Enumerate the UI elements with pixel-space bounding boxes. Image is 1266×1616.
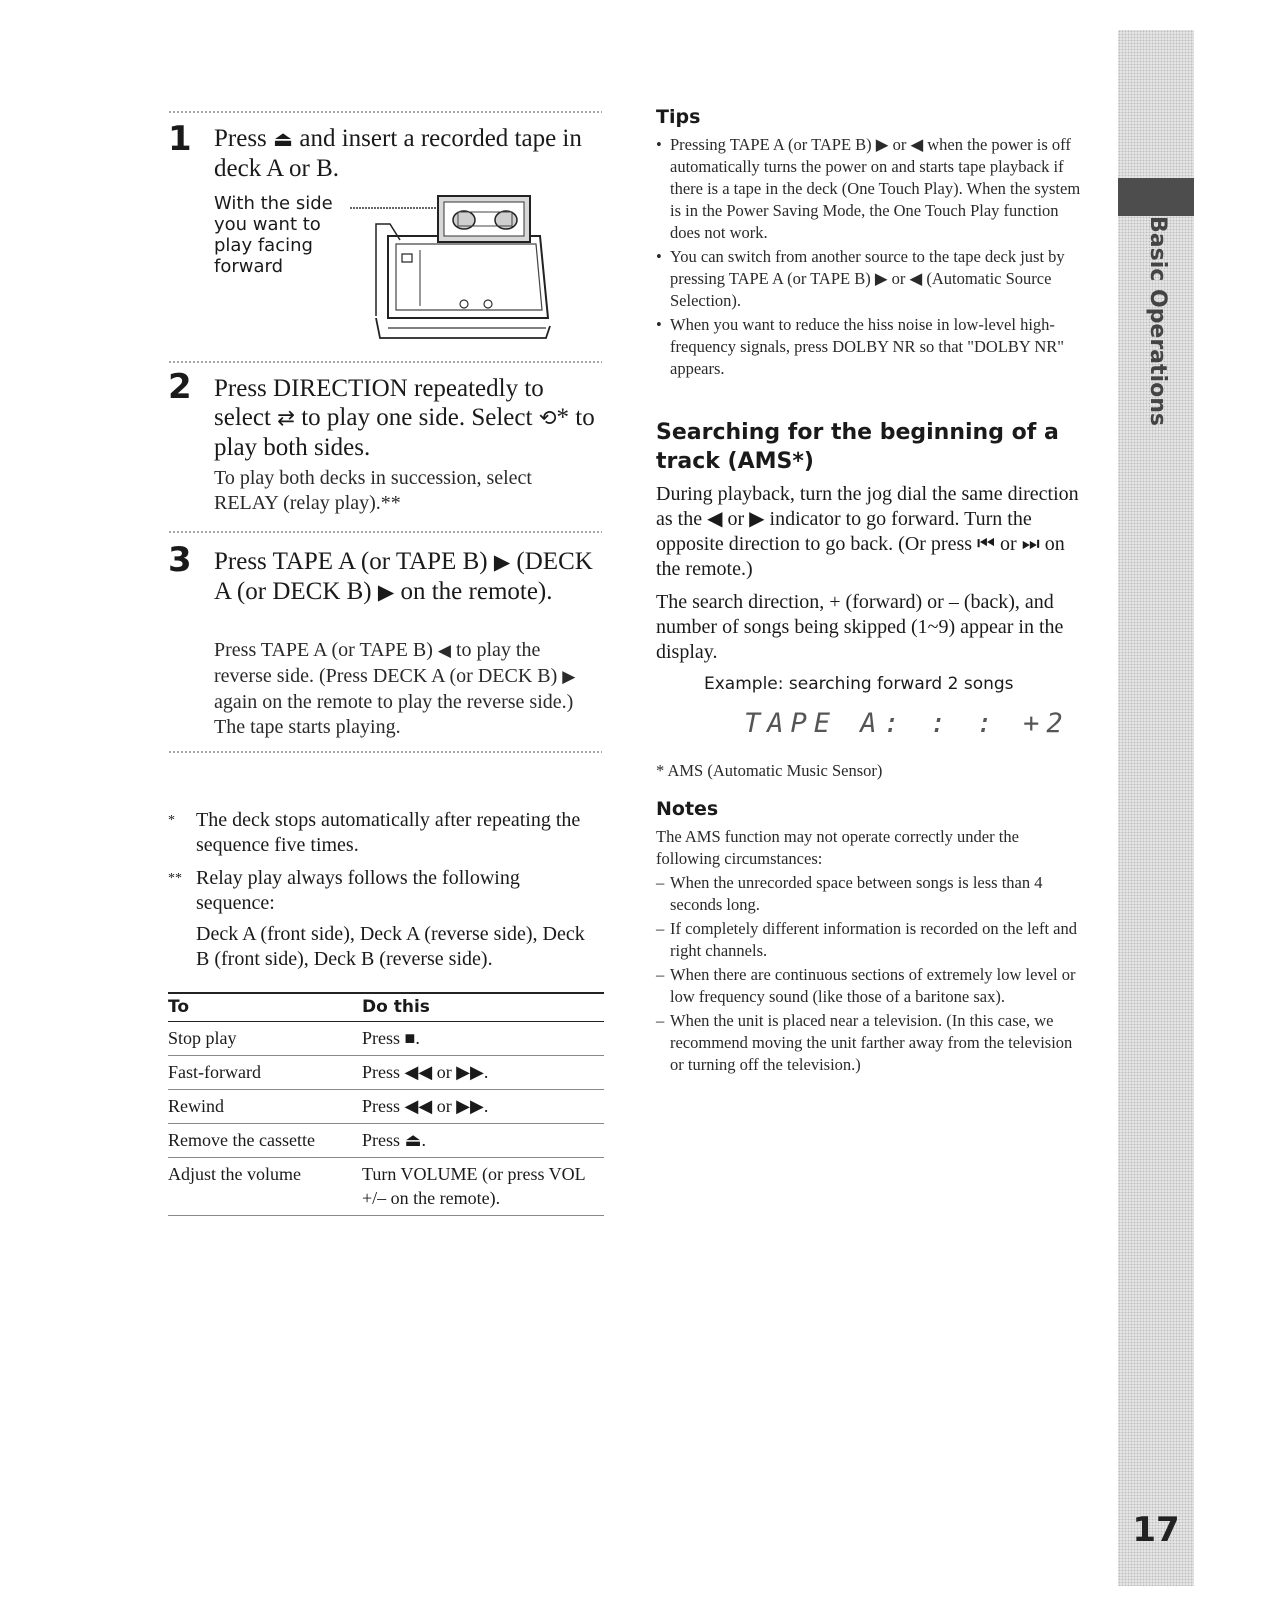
column-header: Do this — [362, 993, 604, 1022]
step-number: 2 — [168, 367, 192, 407]
list-item: • Pressing TAPE A (or TAPE B) ▶ or ◀ when the power is off automatically turns the power on and starts tape playback if there is a tape in the deck (One Touch Play). When the system is in the Power Saving Mode, the One Touch Play function does not work. — [656, 134, 1086, 244]
step-1-title: Press ⏏ and insert a recorded tape in deck A or B. — [214, 125, 582, 182]
section-tab-marker — [1118, 178, 1194, 216]
section-label: Basic Operations — [1145, 216, 1170, 426]
table-row: Rewind Press ◀◀ or ▶▶. — [168, 1090, 604, 1124]
notes-intro: The AMS function may not operate correctly under the following circumstances: — [656, 827, 1019, 868]
column-header: To — [168, 993, 362, 1022]
ams-paragraph: During playback, turn the jog dial the same direction as the ◀ or ▶ indicator to go forward. Turn the opposite direction to go back. (Or press ⏮ or ⏭ on the remote.) — [656, 483, 1079, 580]
reverse-play-icon: ◀ — [437, 641, 451, 661]
list-item: • You can switch from another source to the tape deck just by pressing TAPE A (or TAPE B) ▶ or ◀ (Automatic Source Selection). — [656, 246, 1086, 312]
step-2-body: To play both decks in succession, select RELAY (relay play).** — [214, 467, 532, 514]
example-caption: Example: searching forward 2 songs — [704, 674, 1014, 694]
eject-icon: ⏏ — [273, 127, 294, 152]
divider — [168, 750, 602, 754]
list-item: – When the unrecorded space between songs is less than 4 seconds long. — [656, 872, 1086, 916]
divider — [168, 530, 602, 534]
page-number: 17 — [1132, 1510, 1180, 1550]
divider — [168, 110, 602, 114]
direction-one-side-icon: ⇄ — [277, 406, 295, 431]
play-icon: ▶ — [377, 580, 395, 605]
list-item: – If completely different information is recorded on the left and right channels. — [656, 918, 1086, 962]
list-item: • When you want to reduce the hiss noise in low-level high-frequency signals, press DOLBY NR so that "DOLBY NR" appears. — [656, 314, 1086, 380]
divider — [168, 360, 602, 364]
list-item: – When the unit is placed near a television. (In this case, we recommend moving the unit farther away from the television or turning off the television.) — [656, 1010, 1086, 1076]
display-readout: TAPE A: : : +2 — [744, 708, 1070, 739]
notes-list — [656, 826, 1086, 1076]
play-icon: ▶ — [493, 550, 511, 575]
footnote: * The deck stops automatically after repeating the sequence five times. — [168, 809, 581, 856]
table-row: Remove the cassette Press ⏏. — [168, 1124, 604, 1158]
step-1-caption: With the side you want to play facing forward — [214, 193, 333, 277]
tips-heading: Tips — [656, 106, 701, 128]
ams-paragraph: The search direction, + (forward) or – (back), and number of songs being skipped (1~9) appear in the display. — [656, 591, 1064, 663]
step-number: 1 — [168, 119, 192, 159]
table-row: Stop play Press ■. — [168, 1022, 604, 1056]
direction-both-sides-icon: ⟲ — [538, 406, 557, 431]
footnote: ** Relay play always follows the following sequence: Deck A (front side), Deck A (reverse side), Deck B (front side), Deck B (reverse side). — [168, 867, 585, 970]
step-3-title: Press TAPE A (or TAPE B) ▶ (DECK A (or DECK B) ▶ on the remote). — [214, 548, 593, 605]
step-number: 3 — [168, 540, 192, 580]
operations-table — [168, 992, 604, 1216]
section-heading: Searching for the beginning of a track (AMS*) — [656, 420, 1059, 474]
notes-heading: Notes — [656, 798, 719, 820]
table-row: Fast-forward Press ◀◀ or ▶▶. — [168, 1056, 604, 1090]
table-header-row — [168, 993, 604, 1022]
play-icon: ▶ — [562, 667, 576, 687]
table-row: Adjust the volume Turn VOLUME (or press VOL +/– on the remote). — [168, 1158, 604, 1216]
step-3-body: Press TAPE A (or TAPE B) ◀ to play the reverse side. (Press DECK A (or DECK B) ▶ again on the remote to play the reverse side.) The tape starts playing. — [214, 639, 576, 738]
step-2-title: Press DIRECTION repeatedly to select ⇄ to play one side. Select ⟲* to play both sides. — [214, 375, 595, 461]
ams-footnote: * AMS (Automatic Music Sensor) — [656, 761, 883, 780]
tips-list — [656, 134, 1086, 380]
list-item: – When there are continuous sections of extremely low level or low frequency sound (like those of a baritone sax). — [656, 964, 1086, 1008]
cassette-deck-illustration — [340, 188, 570, 344]
